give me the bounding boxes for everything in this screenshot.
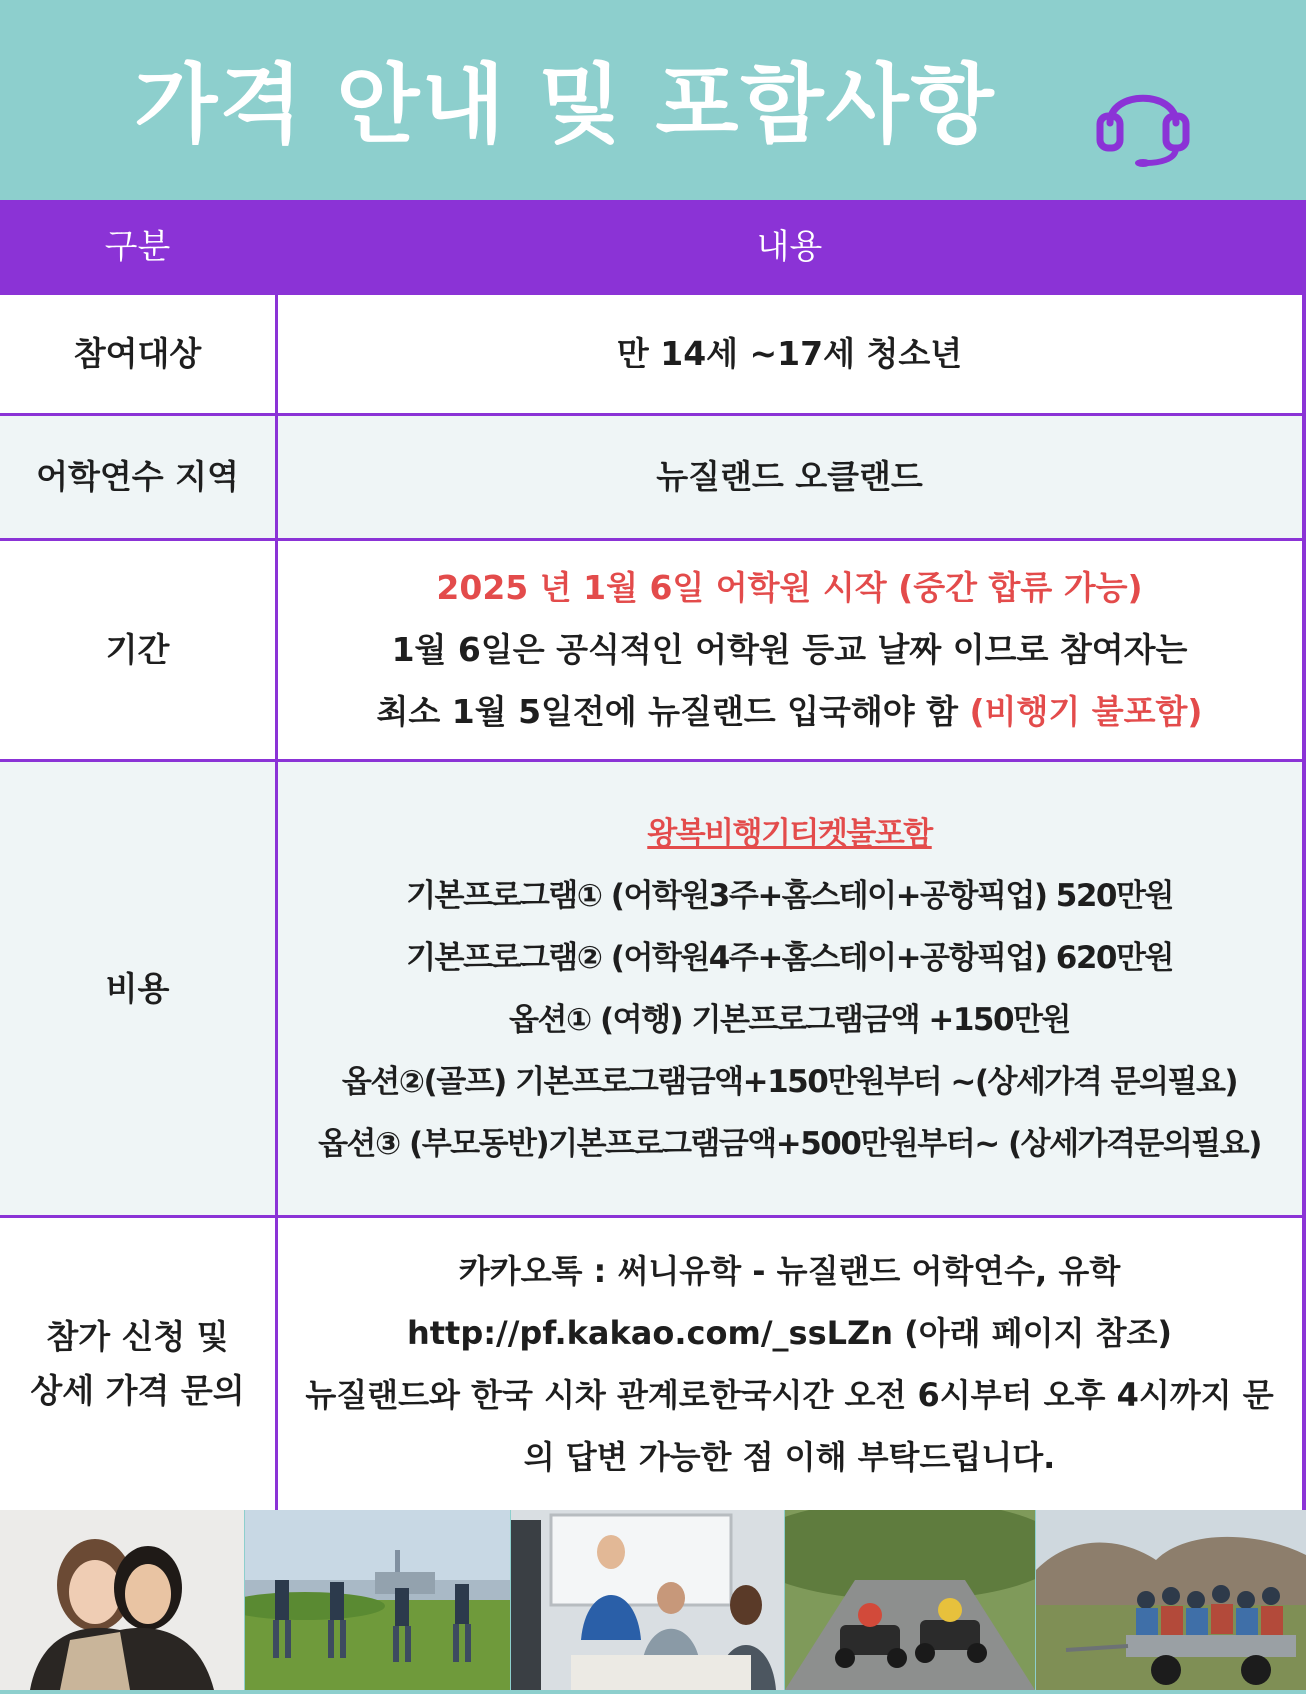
table-header — [0, 200, 1306, 295]
row-content — [277, 416, 1302, 538]
photo-soccer — [245, 1510, 510, 1690]
photo-go-kart — [785, 1510, 1035, 1690]
bottom-strip — [0, 1690, 1306, 1694]
price-line: 기본프로그램② (어학원4주+홈스테이+공항픽업) 620만원 — [406, 939, 1173, 976]
header-category: 구분 — [104, 227, 171, 267]
price-line: 옵션③ (부모동반)기본프로그램금액+500만원부터~ (상세가격문의필요) — [318, 1125, 1261, 1162]
kakao-link[interactable]: http://pf.kakao.com/_ssLZn (아래 페이지 참조) — [406, 1314, 1173, 1352]
row-cost — [0, 762, 1306, 1215]
content-line — [377, 681, 1203, 743]
entry-note: 최소 1월 5일전에 뉴질랜드 입국해야 함 — [376, 692, 970, 731]
row-inquiry — [0, 1218, 1306, 1510]
photo-strip — [0, 1510, 1306, 1690]
row-divider — [0, 1215, 1302, 1218]
column-divider — [275, 295, 278, 1510]
price-line: 기본프로그램① (어학원3주+홈스테이+공항픽업) 520만원 — [406, 877, 1173, 914]
row-content — [277, 541, 1302, 759]
table-border — [1302, 295, 1306, 1510]
row-label — [0, 1218, 275, 1510]
row-content — [277, 762, 1302, 1215]
content-line: 의 답변 가능한 점 이해 부탁드립니다. — [523, 1438, 1056, 1476]
photo-students — [0, 1510, 244, 1690]
price-line: 옵션②(골프) 기본프로그램금액+150만원부터 ~(상세가격 문의필요) — [341, 1063, 1238, 1100]
label-line: 참가 신청 및 — [46, 1317, 229, 1356]
header-content: 내용 — [756, 227, 823, 267]
row-period — [0, 541, 1306, 759]
start-date-line: 2025 년 1월 6일 어학원 시작 (중간 합류 가능) — [436, 568, 1143, 607]
price-line: 옵션① (여행) 기본프로그램금액 +150만원 — [509, 1001, 1070, 1038]
row-region — [0, 416, 1306, 538]
label-line: 상세 가격 문의 — [30, 1371, 245, 1410]
row-label: 기간 — [105, 630, 170, 669]
row-divider — [0, 413, 1302, 416]
row-label: 참여대상 — [73, 334, 202, 373]
row-target — [0, 295, 1306, 413]
row-content — [277, 1218, 1302, 1510]
row-divider — [0, 538, 1302, 541]
title-banner — [0, 0, 1306, 200]
headset-icon — [1088, 68, 1198, 168]
row-content — [277, 295, 1302, 413]
content-line: 1월 6일은 공식적인 어학원 등교 날짜 이므로 참여자는 — [391, 630, 1188, 669]
row-label: 어학연수 지역 — [36, 457, 239, 496]
ticket-notice: 왕복비행기티켓불포함 — [647, 815, 932, 852]
content-line: 뉴질랜드와 한국 시차 관계로한국시간 오전 6시부터 오후 4시까지 문 — [305, 1376, 1274, 1414]
flight-excluded-note: (비행기 불포함) — [969, 692, 1203, 731]
photo-group-trailer — [1036, 1510, 1306, 1690]
photo-classroom — [511, 1510, 784, 1690]
kakao-line: 카카오톡 : 써니유학 - 뉴질랜드 어학연수, 유학 — [458, 1252, 1121, 1290]
content-line: 뉴질랜드 오클랜드 — [656, 457, 923, 496]
content-line: 만 14세 ~17세 청소년 — [616, 334, 963, 373]
row-divider — [0, 759, 1302, 762]
row-label: 비용 — [105, 968, 170, 1008]
page-title: 가격 안내 및 포함사항 — [134, 55, 996, 155]
